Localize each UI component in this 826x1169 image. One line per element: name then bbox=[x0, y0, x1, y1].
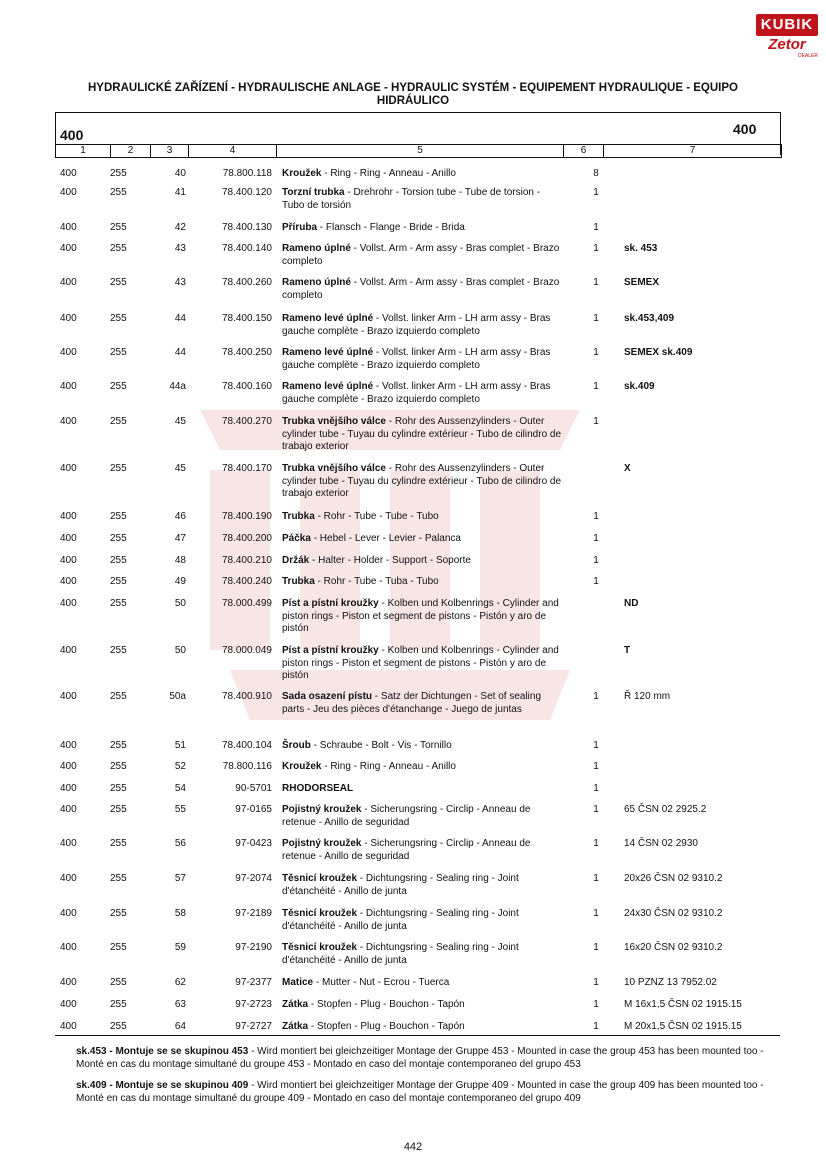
part-translations: - Flansch - Flange - Bride - Brida bbox=[317, 222, 465, 233]
cell-position: 59 bbox=[174, 942, 186, 953]
cell-group: 400 bbox=[60, 942, 77, 953]
cell-group: 400 bbox=[60, 977, 77, 988]
cell-note: SEMEX bbox=[624, 277, 660, 288]
cell-group: 400 bbox=[60, 463, 77, 474]
logo-kubik-text: KUBIK bbox=[756, 14, 818, 36]
cell-description bbox=[282, 313, 564, 338]
part-name: Trubka vnějšího válce bbox=[282, 463, 386, 474]
cell-part-number: 78.400.120 bbox=[221, 187, 272, 198]
part-translations: - Satz der Dichtungen - Set of sealing parts - Jeu des pièces d'étanchange - Juego de juntas bbox=[282, 691, 542, 715]
cell-quantity: 1 bbox=[593, 783, 599, 794]
cell-subgroup: 255 bbox=[110, 416, 127, 427]
cell-quantity: 1 bbox=[593, 416, 599, 427]
cell-note: 14 ČSN 02 2930 bbox=[624, 838, 698, 849]
cell-position: 44a bbox=[169, 381, 186, 392]
logo-zetor-text: Zetor bbox=[768, 36, 806, 53]
part-name: Rameno úplné bbox=[282, 243, 351, 254]
part-translations: - Rohr des Aussenzylinders - Outer cylinder tube - Tuyau du cylindre extérieur - Tubo de cilindro de trabajo exterior bbox=[282, 463, 562, 499]
part-translations: - Ring - Ring - Anneau - Anillo bbox=[321, 761, 456, 772]
cell-part-number: 78.800.116 bbox=[222, 761, 272, 772]
cell-quantity: 1 bbox=[593, 999, 599, 1010]
part-translations: - Ring - Ring - Anneau - Anillo bbox=[321, 168, 456, 179]
cell-part-number: 78.400.160 bbox=[221, 381, 272, 392]
cell-description bbox=[282, 381, 564, 406]
column-header-row bbox=[55, 144, 782, 158]
cell-description bbox=[282, 168, 564, 181]
part-name: Píst a pístní kroužky bbox=[282, 598, 379, 609]
cell-subgroup: 255 bbox=[110, 977, 127, 988]
cell-group: 400 bbox=[60, 187, 77, 198]
cell-quantity: 1 bbox=[593, 313, 599, 324]
cell-note: ND bbox=[624, 598, 639, 609]
part-name: Pojistný kroužek bbox=[282, 804, 362, 815]
part-translations: - Kolben und Kolbenrings - Cylinder and piston rings - Piston et segment de pistons - Pistón y aro de pistón bbox=[282, 598, 559, 634]
part-translations: - Stopfen - Plug - Bouchon - Tapón bbox=[308, 1021, 465, 1032]
cell-part-number: 97-0165 bbox=[235, 804, 272, 815]
cell-group: 400 bbox=[60, 740, 77, 751]
cell-position: 46 bbox=[174, 511, 186, 522]
part-name: Torzní trubka bbox=[282, 187, 345, 198]
cell-part-number: 78.000.049 bbox=[221, 645, 272, 656]
part-name: Páčka bbox=[282, 533, 311, 544]
cell-subgroup: 255 bbox=[110, 873, 127, 884]
cell-description bbox=[282, 347, 564, 372]
cell-quantity: 1 bbox=[593, 740, 599, 751]
part-name: Těsnicí kroužek bbox=[282, 942, 358, 953]
cell-part-number: 97-2074 bbox=[235, 873, 272, 884]
cell-description bbox=[282, 511, 564, 524]
cell-note: 24x30 ČSN 02 9310.2 bbox=[624, 908, 723, 919]
cell-part-number: 78.400.260 bbox=[221, 277, 272, 288]
cell-position: 43 bbox=[174, 277, 186, 288]
part-name: Těsnicí kroužek bbox=[282, 873, 358, 884]
cell-group: 400 bbox=[60, 313, 77, 324]
cell-description bbox=[282, 873, 564, 898]
part-name: Pojistný kroužek bbox=[282, 838, 362, 849]
column-header-5: 5 bbox=[277, 145, 564, 157]
part-name: Rameno úplné bbox=[282, 277, 351, 288]
part-name: Trubka bbox=[282, 511, 315, 522]
cell-group: 400 bbox=[60, 416, 77, 427]
part-translations: - Dichtungsring - Sealing ring - Joint d'étanchéité - Anillo de junta bbox=[282, 873, 519, 897]
footnote-sk409 bbox=[76, 1080, 782, 1105]
cell-position: 52 bbox=[174, 761, 186, 772]
cell-quantity: 1 bbox=[593, 873, 599, 884]
cell-subgroup: 255 bbox=[110, 804, 127, 815]
cell-quantity: 1 bbox=[593, 347, 599, 358]
cell-group: 400 bbox=[60, 645, 77, 656]
cell-description bbox=[282, 555, 564, 568]
cell-part-number: 97-2377 bbox=[235, 977, 272, 988]
part-translations: - Stopfen - Plug - Bouchon - Tapón bbox=[308, 999, 465, 1010]
cell-subgroup: 255 bbox=[110, 555, 127, 566]
table-bottom-rule bbox=[55, 1035, 780, 1036]
cell-description bbox=[282, 977, 564, 990]
column-header-4: 4 bbox=[189, 145, 277, 157]
cell-position: 54 bbox=[174, 783, 186, 794]
cell-subgroup: 255 bbox=[110, 243, 127, 254]
cell-group: 400 bbox=[60, 168, 77, 179]
cell-description bbox=[282, 576, 564, 589]
cell-note: sk.453,409 bbox=[624, 313, 675, 324]
cell-position: 43 bbox=[174, 243, 186, 254]
cell-quantity: 1 bbox=[593, 381, 599, 392]
cell-group: 400 bbox=[60, 761, 77, 772]
cell-quantity: 1 bbox=[593, 838, 599, 849]
cell-subgroup: 255 bbox=[110, 168, 127, 179]
cell-part-number: 78.400.200 bbox=[221, 533, 272, 544]
cell-subgroup: 255 bbox=[110, 691, 127, 702]
cell-description bbox=[282, 908, 564, 933]
part-name: Trubka vnějšího válce bbox=[282, 416, 386, 427]
cell-position: 42 bbox=[174, 222, 186, 233]
part-translations: - Rohr des Aussenzylinders - Outer cylinder tube - Tuyau du cylindre extérieur - Tubo de cilindro de trabajo exterior bbox=[282, 416, 562, 452]
cell-group: 400 bbox=[60, 381, 77, 392]
cell-group: 400 bbox=[60, 222, 77, 233]
cell-part-number: 97-2723 bbox=[235, 999, 272, 1010]
cell-position: 41 bbox=[174, 187, 186, 198]
part-name: Sada osazení pístu bbox=[282, 691, 373, 702]
cell-note: 20x26 ČSN 02 9310.2 bbox=[624, 873, 723, 884]
part-translations: - Dichtungsring - Sealing ring - Joint d'étanchéité - Anillo de junta bbox=[282, 908, 519, 932]
cell-note: X bbox=[624, 463, 631, 474]
cell-note: M 16x1,5 ČSN 02 1915.15 bbox=[624, 999, 742, 1010]
cell-note: sk.409 bbox=[624, 381, 655, 392]
part-name: RHODORSEAL bbox=[282, 783, 354, 794]
part-name: Kroužek bbox=[282, 168, 322, 179]
cell-subgroup: 255 bbox=[110, 908, 127, 919]
part-translations: - Drehrohr - Torsion tube - Tube de torsion - Tubo de torsión bbox=[282, 187, 541, 211]
cell-part-number: 78.400.250 bbox=[221, 347, 272, 358]
cell-subgroup: 255 bbox=[110, 381, 127, 392]
column-header-1: 1 bbox=[56, 145, 111, 157]
cell-description bbox=[282, 942, 564, 967]
cell-part-number: 78.400.240 bbox=[221, 576, 272, 587]
part-translations: - Vollst. Arm - Arm assy - Bras complet - Brazo completo bbox=[282, 277, 560, 301]
cell-note: sk. 453 bbox=[624, 243, 658, 254]
cell-group: 400 bbox=[60, 598, 77, 609]
part-name: Držák bbox=[282, 555, 310, 566]
cell-group: 400 bbox=[60, 277, 77, 288]
cell-group: 400 bbox=[60, 555, 77, 566]
part-translations: - Vollst. linker Arm - LH arm assy - Bras gauche complète - Brazo izquierdo completo bbox=[282, 347, 551, 371]
cell-part-number: 78.400.270 bbox=[221, 416, 272, 427]
part-name: Příruba bbox=[282, 222, 318, 233]
cell-position: 55 bbox=[174, 804, 186, 815]
cell-description bbox=[282, 187, 564, 212]
cell-part-number: 78.400.170 bbox=[221, 463, 272, 474]
cell-part-number: 78.400.104 bbox=[221, 740, 272, 751]
page-title: HYDRAULICKÉ ZAŘÍZENÍ - HYDRAULISCHE ANLAGE - HYDRAULIC SYSTÉM - EQUIPEMENT HYDRAULIQUE - EQUIPO HIDRÁULICO bbox=[88, 82, 738, 107]
cell-note: 16x20 ČSN 02 9310.2 bbox=[624, 942, 723, 953]
footnote-text: - Wird montiert bei gleichzeitiger Montage der Gruppe 453 - Mounted in case the group 453 has been mounted too - Monté en cas du montage simultané du groupe 453 - Montado en caso del montaje contemporaneo del grupo 453 bbox=[76, 1046, 764, 1070]
cell-part-number: 90-5701 bbox=[235, 783, 272, 794]
cell-position: 45 bbox=[174, 463, 186, 474]
part-translations: - Vollst. Arm - Arm assy - Bras complet - Brazo completo bbox=[282, 243, 560, 267]
cell-description bbox=[282, 533, 564, 546]
cell-description bbox=[282, 783, 564, 796]
cell-position: 50 bbox=[174, 598, 186, 609]
cell-subgroup: 255 bbox=[110, 347, 127, 358]
part-name: Zátka bbox=[282, 1021, 309, 1032]
cell-part-number: 97-0423 bbox=[235, 838, 272, 849]
column-header-6: 6 bbox=[564, 145, 604, 157]
cell-quantity: 1 bbox=[593, 511, 599, 522]
cell-subgroup: 255 bbox=[110, 463, 127, 474]
cell-part-number: 78.400.910 bbox=[221, 691, 272, 702]
cell-description bbox=[282, 804, 564, 829]
cell-quantity: 1 bbox=[593, 761, 599, 772]
cell-quantity: 1 bbox=[593, 555, 599, 566]
cell-subgroup: 255 bbox=[110, 533, 127, 544]
cell-part-number: 97-2727 bbox=[235, 1021, 272, 1032]
cell-subgroup: 255 bbox=[110, 999, 127, 1010]
logo-dealer-text: DEALER bbox=[797, 53, 818, 59]
footnote-key: sk.409 - Montuje se se skupinou 409 bbox=[76, 1080, 249, 1091]
part-name: Píst a pístní kroužky bbox=[282, 645, 379, 656]
cell-subgroup: 255 bbox=[110, 942, 127, 953]
cell-description bbox=[282, 838, 564, 863]
cell-part-number: 78.400.210 bbox=[221, 555, 272, 566]
column-header-3: 3 bbox=[151, 145, 189, 157]
cell-part-number: 78.400.130 bbox=[221, 222, 272, 233]
part-name: Šroub bbox=[282, 740, 311, 751]
part-translations: - Rohr - Tube - Tube - Tubo bbox=[314, 511, 439, 522]
part-name: Těsnicí kroužek bbox=[282, 908, 358, 919]
cell-position: 64 bbox=[174, 1021, 186, 1032]
cell-quantity: 1 bbox=[593, 942, 599, 953]
part-translations: - Kolben und Kolbenrings - Cylinder and piston rings - Piston et segment de pistons - Pistón y aro de pistón bbox=[282, 645, 559, 681]
part-name: Rameno levé úplné bbox=[282, 313, 374, 324]
part-name: Rameno levé úplné bbox=[282, 381, 374, 392]
cell-quantity: 1 bbox=[593, 187, 599, 198]
part-translations: - Rohr - Tube - Tuba - Tubo bbox=[314, 576, 439, 587]
cell-subgroup: 255 bbox=[110, 313, 127, 324]
cell-position: 45 bbox=[174, 416, 186, 427]
cell-note: 10 PZNZ 13 7952.02 bbox=[624, 977, 717, 988]
cell-position: 58 bbox=[174, 908, 186, 919]
cell-group: 400 bbox=[60, 838, 77, 849]
cell-group: 400 bbox=[60, 347, 77, 358]
cell-note: M 20x1,5 ČSN 02 1915.15 bbox=[624, 1021, 742, 1032]
cell-group: 400 bbox=[60, 691, 77, 702]
cell-subgroup: 255 bbox=[110, 1021, 127, 1032]
cell-group: 400 bbox=[60, 576, 77, 587]
cell-quantity: 1 bbox=[593, 804, 599, 815]
cell-position: 49 bbox=[174, 576, 186, 587]
part-translations: - Vollst. linker Arm - LH arm assy - Bras gauche complète - Brazo izquierdo completo bbox=[282, 313, 551, 337]
cell-group: 400 bbox=[60, 783, 77, 794]
column-header-7: 7 bbox=[689, 145, 696, 156]
cell-description bbox=[282, 222, 564, 235]
cell-part-number: 97-2190 bbox=[235, 942, 272, 953]
kubik-zetor-logo bbox=[756, 14, 818, 64]
part-translations: - Hebel - Lever - Levier - Palanca bbox=[310, 533, 461, 544]
footnote-sk453 bbox=[76, 1046, 782, 1071]
cell-quantity: 1 bbox=[593, 908, 599, 919]
cell-subgroup: 255 bbox=[110, 187, 127, 198]
footnote-text: - Wird montiert bei gleichzeitiger Montage der Gruppe 409 - Mounted in case the group 409 has been mounted too - Monté en cas du montage simultané du groupe 409 - Montado en caso del montaje contemporaneo del grupo 409 bbox=[76, 1080, 764, 1104]
cell-subgroup: 255 bbox=[110, 645, 127, 656]
group-number-right: 400 bbox=[733, 121, 757, 137]
part-translations: - Mutter - Nut - Ecrou - Tuerca bbox=[313, 977, 450, 988]
cell-subgroup: 255 bbox=[110, 598, 127, 609]
cell-subgroup: 255 bbox=[110, 511, 127, 522]
cell-group: 400 bbox=[60, 804, 77, 815]
part-name: Rameno levé úplné bbox=[282, 347, 374, 358]
cell-quantity: 1 bbox=[593, 277, 599, 288]
cell-description bbox=[282, 691, 564, 716]
cell-position: 57 bbox=[174, 873, 186, 884]
part-name: Matice bbox=[282, 977, 314, 988]
part-name: Zátka bbox=[282, 999, 309, 1010]
page-number: 442 bbox=[403, 1141, 423, 1153]
cell-position: 47 bbox=[174, 533, 186, 544]
cell-part-number: 97-2189 bbox=[235, 908, 272, 919]
cell-part-number: 78.000.499 bbox=[221, 598, 272, 609]
cell-description bbox=[282, 416, 564, 454]
cell-subgroup: 255 bbox=[110, 576, 127, 587]
part-translations: - Sicherungsring - Circlip - Anneau de retenue - Anillo de seguridad bbox=[282, 838, 531, 862]
cell-group: 400 bbox=[60, 873, 77, 884]
column-header-2: 2 bbox=[111, 145, 151, 157]
cell-position: 48 bbox=[174, 555, 186, 566]
cell-group: 400 bbox=[60, 1021, 77, 1032]
cell-part-number: 78.400.140 bbox=[221, 243, 272, 254]
part-name: Trubka bbox=[282, 576, 315, 587]
part-name: Kroužek bbox=[282, 761, 322, 772]
cell-subgroup: 255 bbox=[110, 277, 127, 288]
cell-part-number: 78.400.190 bbox=[221, 511, 272, 522]
part-translations: - Halter - Holder - Support - Soporte bbox=[309, 555, 471, 566]
cell-note: SEMEX sk.409 bbox=[624, 347, 693, 358]
cell-description bbox=[282, 1021, 564, 1034]
cell-position: 44 bbox=[174, 313, 186, 324]
group-number-left: 400 bbox=[60, 127, 84, 143]
cell-part-number: 78.400.150 bbox=[221, 313, 272, 324]
cell-subgroup: 255 bbox=[110, 783, 127, 794]
part-translations: - Schraube - Bolt - Vis - Tornillo bbox=[310, 740, 452, 751]
cell-quantity: 1 bbox=[593, 691, 599, 702]
cell-position: 56 bbox=[174, 838, 186, 849]
cell-position: 50 bbox=[174, 645, 186, 656]
cell-group: 400 bbox=[60, 908, 77, 919]
cell-note: Ř 120 mm bbox=[624, 691, 671, 702]
cell-group: 400 bbox=[60, 533, 77, 544]
cell-quantity: 8 bbox=[593, 168, 599, 179]
cell-position: 44 bbox=[174, 347, 186, 358]
cell-description bbox=[282, 277, 564, 302]
cell-quantity: 1 bbox=[593, 977, 599, 988]
cell-quantity: 1 bbox=[593, 533, 599, 544]
cell-subgroup: 255 bbox=[110, 761, 127, 772]
cell-group: 400 bbox=[60, 511, 77, 522]
cell-description bbox=[282, 463, 564, 501]
cell-description bbox=[282, 740, 564, 753]
cell-subgroup: 255 bbox=[110, 222, 127, 233]
cell-subgroup: 255 bbox=[110, 740, 127, 751]
cell-description bbox=[282, 999, 564, 1012]
cell-quantity: 1 bbox=[593, 222, 599, 233]
cell-group: 400 bbox=[60, 999, 77, 1010]
cell-subgroup: 255 bbox=[110, 838, 127, 849]
cell-position: 50a bbox=[169, 691, 186, 702]
part-translations: - Dichtungsring - Sealing ring - Joint d'étanchéité - Anillo de junta bbox=[282, 942, 519, 966]
cell-quantity: 1 bbox=[593, 1021, 599, 1032]
cell-description bbox=[282, 243, 564, 268]
cell-position: 63 bbox=[174, 999, 186, 1010]
cell-note: 65 ČSN 02 2925.2 bbox=[624, 804, 707, 815]
part-translations: - Vollst. linker Arm - LH arm assy - Bras gauche complète - Brazo izquierdo completo bbox=[282, 381, 551, 405]
cell-quantity: 1 bbox=[593, 576, 599, 587]
cell-position: 51 bbox=[174, 740, 186, 751]
cell-quantity: 1 bbox=[593, 243, 599, 254]
cell-group: 400 bbox=[60, 243, 77, 254]
footnote-key: sk.453 - Montuje se se skupinou 453 bbox=[76, 1046, 249, 1057]
cell-part-number: 78.800.118 bbox=[222, 168, 272, 179]
cell-description bbox=[282, 598, 564, 636]
cell-description bbox=[282, 645, 564, 683]
part-translations: - Sicherungsring - Circlip - Anneau de retenue - Anillo de seguridad bbox=[282, 804, 531, 828]
cell-position: 40 bbox=[174, 168, 186, 179]
cell-description bbox=[282, 761, 564, 774]
cell-position: 62 bbox=[174, 977, 186, 988]
cell-note: T bbox=[624, 645, 631, 656]
